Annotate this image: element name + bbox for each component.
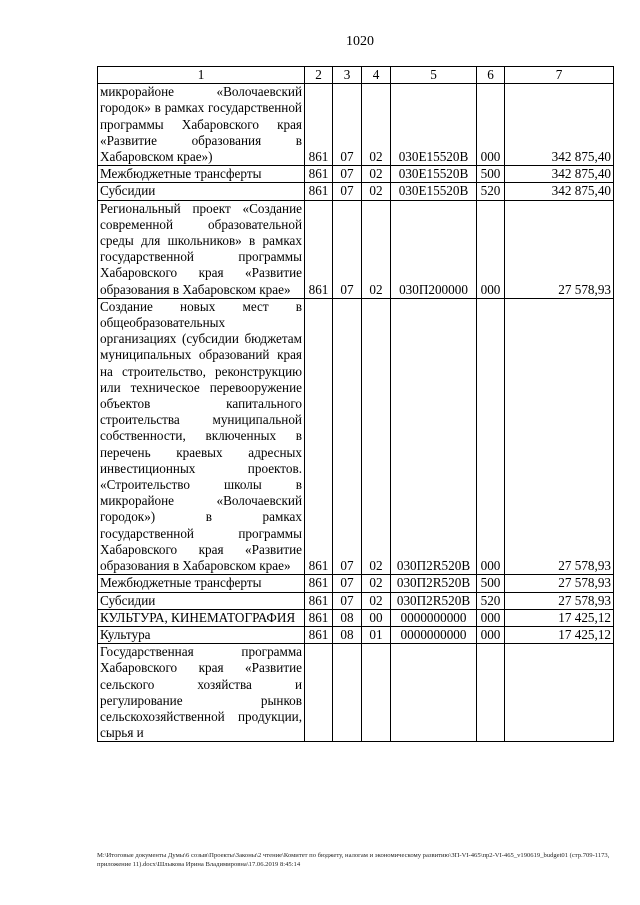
row-code-5: 030E15520В [391,183,477,200]
row-name: Культура [98,626,305,643]
col-header-2: 2 [305,67,333,84]
page-number: 1020 [346,34,374,49]
row-code-6: 500 [477,575,505,592]
row-code-6: 000 [477,626,505,643]
row-code-5 [391,644,477,742]
row-code-2: 861 [305,609,333,626]
row-code-4: 02 [362,84,391,166]
row-code-4: 02 [362,298,391,574]
row-amount: 27 578,93 [505,200,614,298]
table-row [98,200,614,298]
row-code-4: 01 [362,626,391,643]
col-header-5: 5 [391,67,477,84]
table-row [98,592,614,609]
table-row [98,575,614,592]
row-code-6: 000 [477,84,505,166]
row-code-6: 500 [477,166,505,183]
row-name: Региональный проект «Создание современной образовательной среды для школьников» в рамках государственной программы Хабаровского края «Развитие образования в Хабаровском крае» [98,200,305,298]
row-amount: 17 425,12 [505,609,614,626]
row-name: Субсидии [98,183,305,200]
row-code-4: 02 [362,592,391,609]
row-code-3 [333,644,362,742]
row-code-5: 0000000000 [391,609,477,626]
row-code-2: 861 [305,84,333,166]
row-code-2 [305,644,333,742]
row-code-4: 00 [362,609,391,626]
row-code-4: 02 [362,575,391,592]
budget-table [97,66,614,742]
row-name: КУЛЬТУРА, КИНЕМАТОГРАФИЯ [98,609,305,626]
row-code-3: 07 [333,575,362,592]
row-name: Государственная программа Хабаровского края «Развитие сельского хозяйства и регулирование рынков сельскохозяйственной продукции, сырья и [98,644,305,742]
row-amount: 27 578,93 [505,298,614,574]
table-row [98,626,614,643]
row-code-6: 520 [477,183,505,200]
row-code-2: 861 [305,166,333,183]
row-code-6: 000 [477,200,505,298]
row-code-3: 07 [333,298,362,574]
row-code-2: 861 [305,575,333,592]
row-code-3: 08 [333,609,362,626]
col-header-3: 3 [333,67,362,84]
row-amount: 17 425,12 [505,626,614,643]
row-code-4: 02 [362,166,391,183]
table-row [98,298,614,574]
row-code-5: 030E15520В [391,84,477,166]
row-name: Межбюджетные трансферты [98,166,305,183]
file-path-footer: M:\Итоговые документы Думы\6 созыв\Проекты\Законы\2 чтение\Комитет по бюджету, налогам и экономическому развитию\ЗП-VI-465\пр2-VI-465_v190619_budget01 (стр.709-1173, приложение 11).docx\Шлыкова Ирина Владимировна\17.06.2019 8:45:14 [97,852,610,868]
row-code-5: 030П2R520В [391,592,477,609]
row-code-3: 07 [333,592,362,609]
table-row [98,84,614,166]
row-code-6: 000 [477,609,505,626]
table-row [98,609,614,626]
table-row [98,644,614,742]
row-amount [505,644,614,742]
row-code-5: 030E15520В [391,166,477,183]
row-code-5: 030П2R520В [391,298,477,574]
row-code-4 [362,644,391,742]
row-code-3: 07 [333,200,362,298]
row-code-3: 07 [333,183,362,200]
row-amount: 27 578,93 [505,592,614,609]
row-code-6 [477,644,505,742]
row-amount: 27 578,93 [505,575,614,592]
row-amount: 342 875,40 [505,183,614,200]
row-code-5: 0000000000 [391,626,477,643]
col-header-7: 7 [505,67,614,84]
row-code-6: 520 [477,592,505,609]
table-row [98,166,614,183]
row-code-3: 08 [333,626,362,643]
row-name: Межбюджетные трансферты [98,575,305,592]
row-code-4: 02 [362,183,391,200]
col-header-1: 1 [98,67,305,84]
row-code-3: 07 [333,84,362,166]
col-header-6: 6 [477,67,505,84]
row-code-2: 861 [305,298,333,574]
row-code-2: 861 [305,183,333,200]
row-code-3: 07 [333,166,362,183]
table-header-row [98,67,614,84]
row-code-5: 030П200000 [391,200,477,298]
row-code-6: 000 [477,298,505,574]
row-code-2: 861 [305,592,333,609]
row-code-2: 861 [305,626,333,643]
col-header-4: 4 [362,67,391,84]
row-name: микрорайоне «Волочаевский городок» в рамках государственной программы Хабаровского края «Развитие образования в Хабаровском крае») [98,84,305,166]
row-code-5: 030П2R520В [391,575,477,592]
row-name: Субсидии [98,592,305,609]
table-row [98,183,614,200]
row-amount: 342 875,40 [505,166,614,183]
row-amount: 342 875,40 [505,84,614,166]
row-name: Создание новых мест в общеобразовательных организациях (субсидии бюджетам муниципальных образований края на строительство, реконструкцию или техническое перевооружение объектов капитального строительства муниципальной собственности, включенных в перечень краевых адресных инвестиционных проектов. «Строительство школы в микрорайоне «Волочаевский городок») в рамках государственной программы Хабаровского края «Развитие образования в Хабаровском крае» [98,298,305,574]
row-code-2: 861 [305,200,333,298]
row-code-4: 02 [362,200,391,298]
